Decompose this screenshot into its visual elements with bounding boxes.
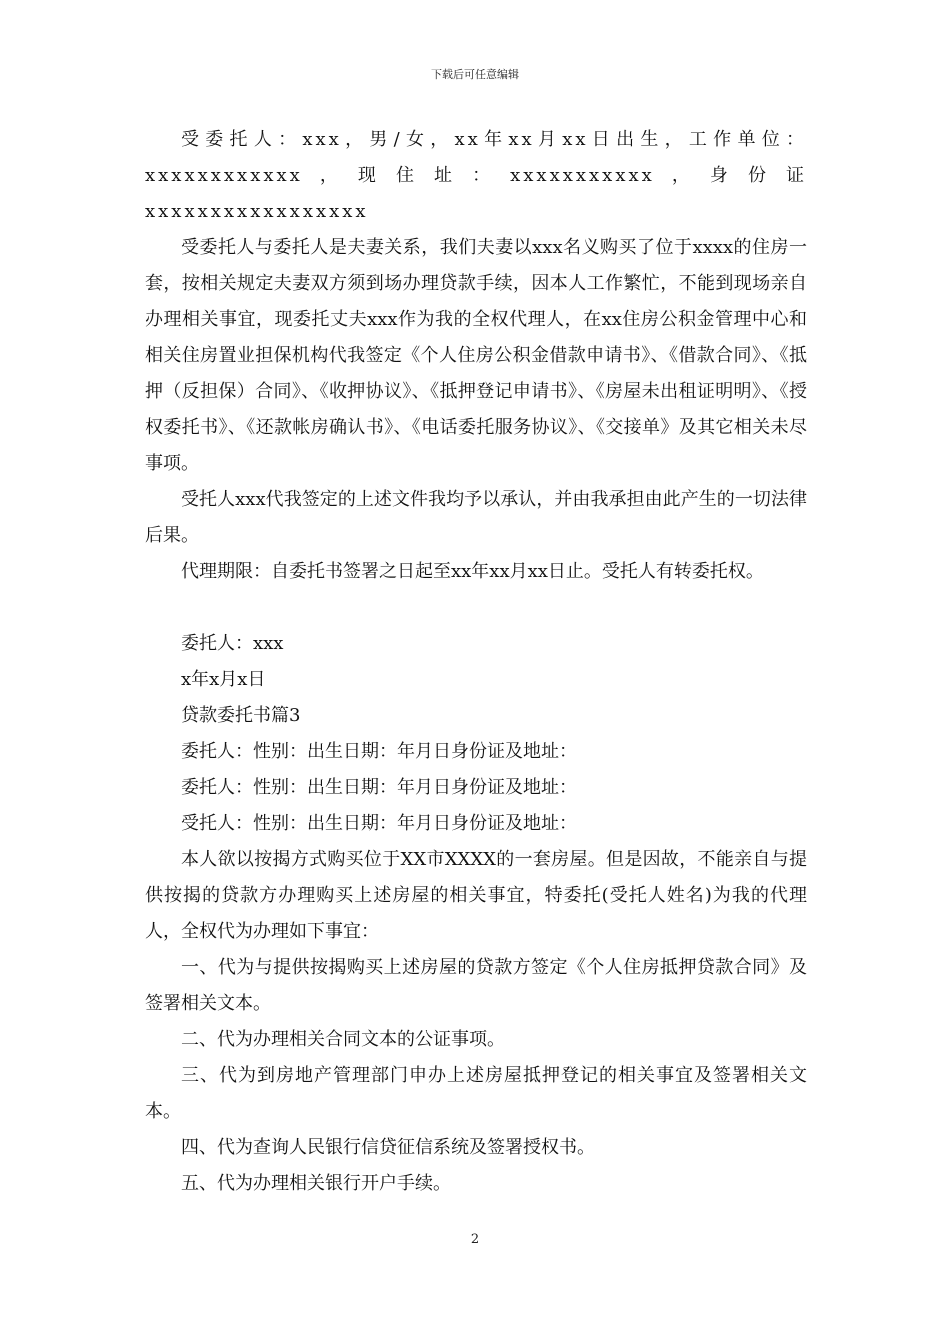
page-number: 2 bbox=[470, 1232, 480, 1247]
paragraph-purchase-intent: 本人欲以按揭方式购买位于XX市XXXX的一套房屋。但是因故，不能亲自与提供按揭的贷款方办理购买上述房屋的相关事宜，特委托(受托人姓名)为我的代理人，全权代为办理如下事宜： bbox=[145, 849, 807, 942]
trustee-info-line: 受托人：性别：出生日期：年月日身份证及地址： bbox=[181, 813, 577, 834]
section-title: 贷款委托书篇3 bbox=[181, 705, 301, 726]
principal-info-line-2: 委托人：性别：出生日期：年月日身份证及地址： bbox=[181, 777, 577, 798]
item-2-notarization: 二、代为办理相关合同文本的公证事项。 bbox=[181, 1029, 505, 1050]
paragraph-acknowledgement: 受托人xxx代我签定的上述文件我均予以承认，并由我承担由此产生的一切法律后果。 bbox=[145, 489, 807, 546]
page-header: 下载后可任意编辑 bbox=[431, 68, 519, 81]
item-3-mortgage-registration: 三、代为到房地产管理部门申办上述房屋抵押登记的相关事宜及签署相关文本。 bbox=[145, 1065, 807, 1122]
item-5-bank-account: 五、代为办理相关银行开户手续。 bbox=[181, 1173, 451, 1194]
signature-date: x年x月x日 bbox=[181, 669, 266, 690]
principal-info-line-1: 委托人：性别：出生日期：年月日身份证及地址： bbox=[181, 741, 577, 762]
document-body bbox=[145, 122, 807, 1202]
item-1-contract: 一、代为与提供按揭购买上述房屋的贷款方签定《个人住房抵押贷款合同》及签署相关文本。 bbox=[145, 957, 807, 1014]
paragraph-trustee-info: 受委托人：xxx，男/女，xx年xx月xx日出生，工作单位：xxxxxxxxxxxx，现住址：xxxxxxxxxxx，身份证xxxxxxxxxxxxxxxxx bbox=[145, 129, 807, 222]
paragraph-agency-period: 代理期限：自委托书签署之日起至xx年xx月xx日止。受托人有转委托权。 bbox=[181, 561, 764, 582]
paragraph-relationship: 受委托人与委托人是夫妻关系，我们夫妻以xxx名义购买了位于xxxx的住房一套，按相关规定夫妻双方须到场办理贷款手续，因本人工作繁忙，不能到现场亲自办理相关事宜，现委托丈夫xxx作为我的全权代理人，在xx住房公积金管理中心和相关住房置业担保机构代我签定《个人住房公积金借款申请书》、《借款合同》、《抵押（反担保）合同》、《收押协议》、《抵押登记申请书》、《房屋未出租证明明》、《授权委托书》、《还款帐房确认书》、《电话委托服务协议》、《交接单》及其它相关未尽事项。 bbox=[145, 237, 807, 474]
item-4-credit-inquiry: 四、代为查询人民银行信贷征信系统及签署授权书。 bbox=[181, 1137, 595, 1158]
signature-principal: 委托人：xxx bbox=[181, 633, 284, 654]
blank-line bbox=[145, 590, 807, 626]
